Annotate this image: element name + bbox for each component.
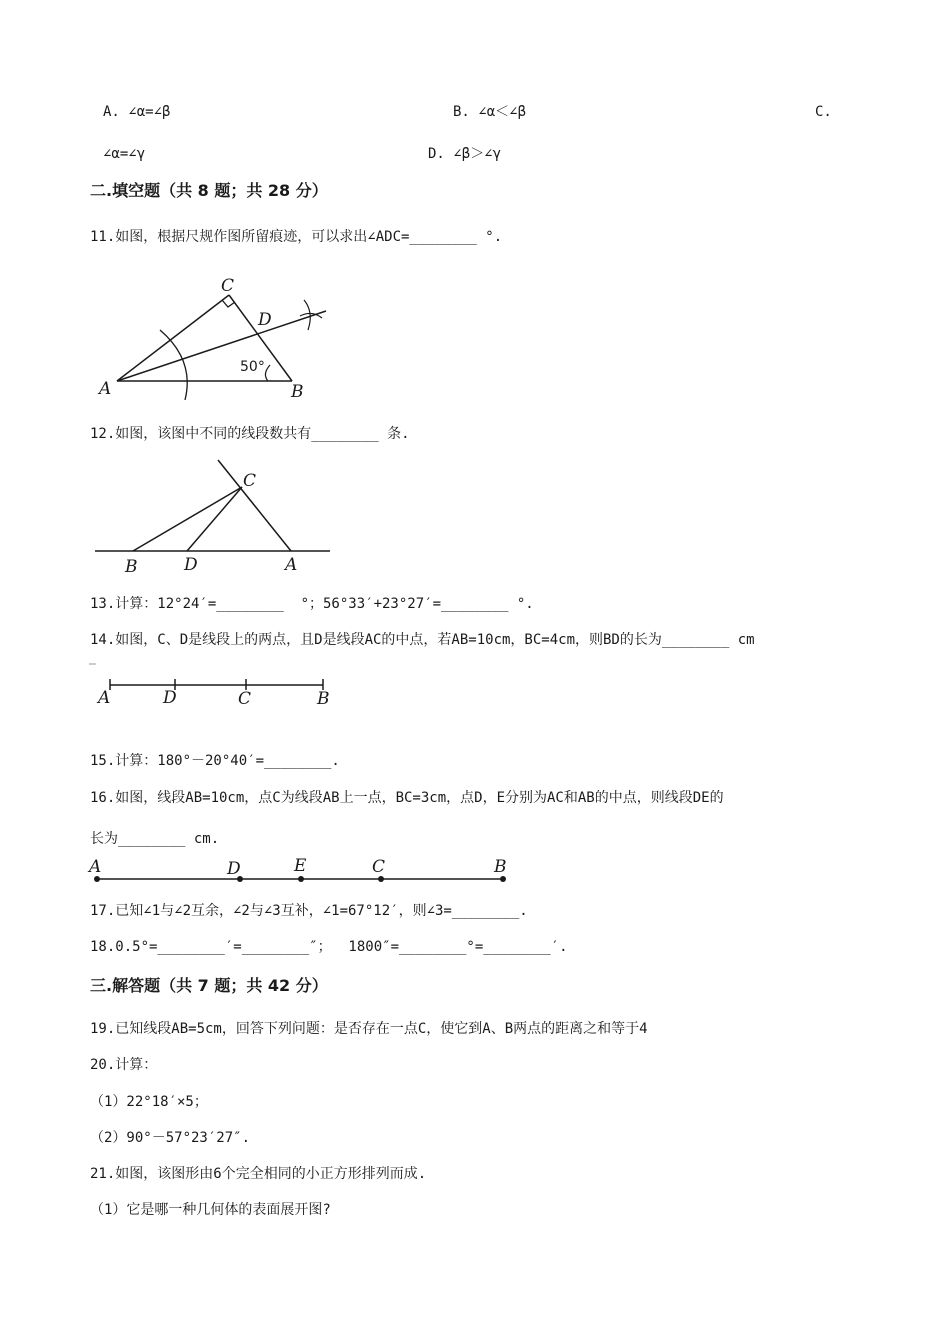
question-19: 19.已知线段AB=5cm，回答下列问题：是否存在一点C，使它到A、B两点的距离之和等于4 [90, 1021, 648, 1037]
question-17: 17.已知∠1与∠2互余，∠2与∠3互补，∠1=67°12′，则∠3=________. [90, 903, 528, 919]
question-21: 21.如图，该图形由6个完全相同的小正方形排列而成. [90, 1166, 427, 1182]
section-heading-answer: 三.解答题（共 7 题；共 42 分） [90, 976, 328, 995]
option-c-text: ∠α=∠γ [103, 146, 146, 162]
q12-label-b: B [125, 557, 138, 577]
question-11: 11.如图，根据尺规作图所留痕迹，可以求出∠ADC=________ °. [90, 229, 503, 245]
question-20: 20.计算： [90, 1057, 158, 1073]
q12-label-a: A [285, 555, 298, 575]
q16-label-c: C [372, 857, 386, 877]
q12-label-d: D [184, 555, 198, 575]
q16-label-d: D [227, 859, 241, 879]
q11-label-a: A [99, 379, 112, 399]
question-12: 12.如图，该图中不同的线段数共有________ 条. [90, 426, 410, 442]
q12-label-c: C [243, 471, 257, 491]
q14-label-a: A [98, 688, 111, 708]
q16-label-e: E [294, 856, 307, 876]
question-20-part-2: （2）90°－57°23′27″. [90, 1130, 251, 1146]
q11-angle-label: 50° [240, 359, 265, 375]
q14-label-c: C [238, 689, 252, 709]
option-c-label: C. [815, 104, 832, 120]
option-a: A. ∠α=∠β [103, 104, 171, 120]
q11-label-b: B [291, 382, 304, 402]
q14-label-b: B [317, 689, 330, 709]
question-14: 14.如图，C、D是线段上的两点，且D是线段AC的中点，若AB=10cm，BC=4cm，则BD的长为________ cm [90, 632, 755, 648]
option-b: B. ∠α＜∠β [453, 104, 527, 120]
q11-label-d: D [258, 310, 272, 330]
question-13: 13.计算：12°24′=________ °；56°33′+23°27′=________ °. [90, 596, 534, 612]
section-heading-fill-blank: 二.填空题（共 8 题；共 28 分） [90, 181, 328, 200]
option-d: D. ∠β＞∠γ [428, 146, 502, 162]
question-16-continued: 长为________ cm. [90, 831, 220, 847]
question-21-part-1: （1）它是哪一种几何体的表面展开图? [90, 1202, 331, 1218]
q14-label-d: D [163, 688, 177, 708]
q16-label-a: A [89, 857, 102, 877]
question-20-part-1: （1）22°18′×5； [90, 1094, 208, 1110]
q16-label-b: B [494, 857, 507, 877]
question-16: 16.如图，线段AB=10cm，点C为线段AB上一点，BC=3cm，点D，E分别为AC和AB的中点，则线段DE的 [90, 790, 724, 806]
question-15: 15.计算：180°－20°40′=________. [90, 753, 340, 769]
question-18: 18.0.5°=________′=________″； 1800″=________°=________′. [90, 939, 568, 955]
q11-label-c: C [221, 276, 235, 296]
